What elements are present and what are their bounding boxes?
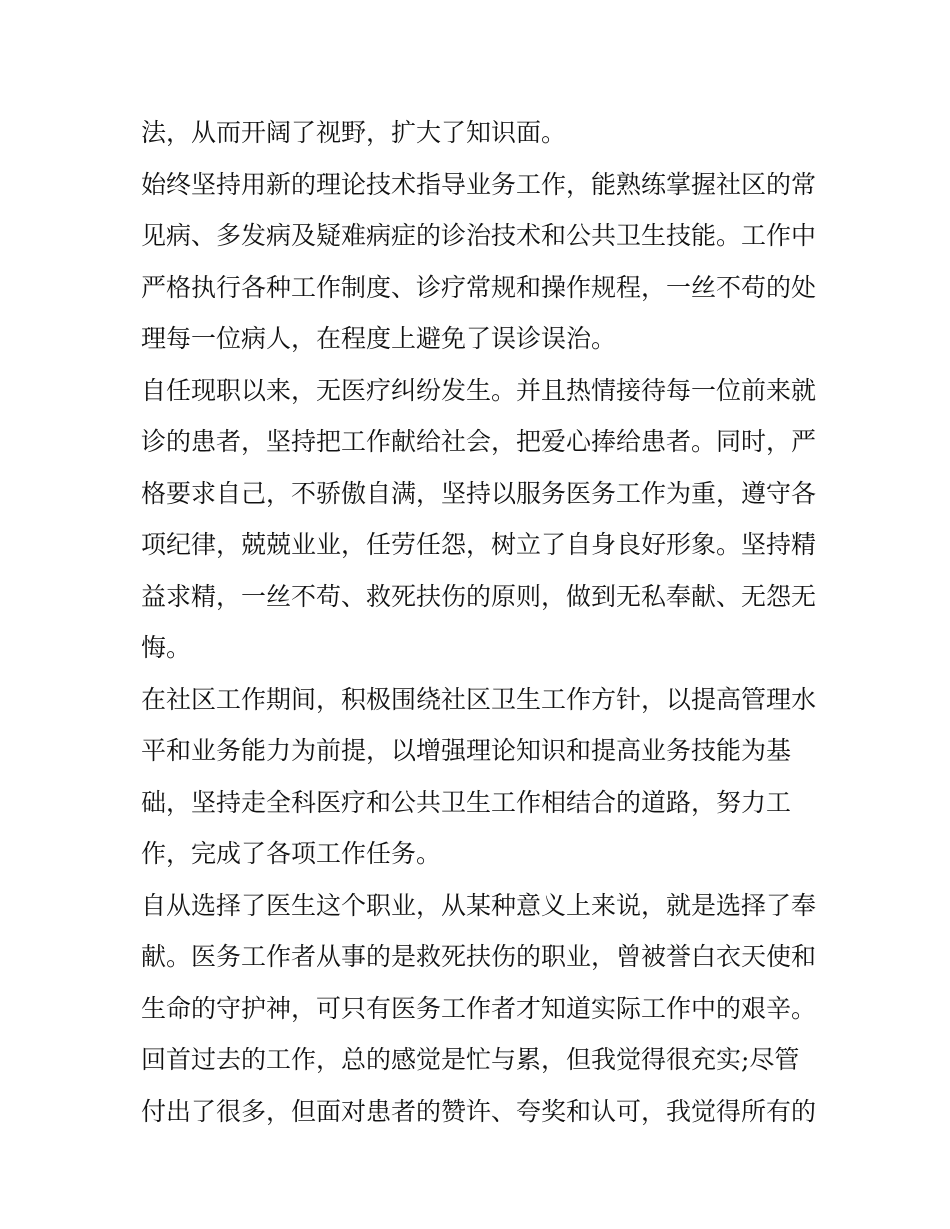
text-line: 诊的患者，坚持把工作献给社会，把爱心捧给患者。同时，严	[141, 427, 817, 456]
text-line: 格要求自己，不骄傲自满，坚持以服务医务工作为重，遵守各	[141, 478, 817, 508]
document-body	[141, 107, 821, 1137]
paragraph	[141, 365, 821, 674]
text-line: 付出了很多，但面对患者的赞许、夸奖和认可，我觉得所有的	[141, 1096, 817, 1126]
text-line: 法，从而开阔了视野，扩大了知识面。	[141, 118, 567, 147]
text-line: 项纪律，兢兢业业，任劳任怨，树立了自身良好形象。坚持精	[141, 530, 817, 559]
text-line: 理每一位病人，在程度上避免了误诊误治。	[141, 324, 617, 353]
text-line: 自任现职以来，无医疗纠纷发生。并且热情接待每一位前来就	[141, 375, 817, 405]
paragraph	[141, 159, 821, 365]
text-line: 作，完成了各项工作任务。	[141, 839, 442, 868]
text-line: 回首过去的工作，总的感觉是忙与累，但我觉得很充实;尽管	[141, 1045, 800, 1074]
text-line: 在社区工作期间，积极围绕社区卫生工作方针，以提高管理水	[141, 684, 817, 714]
paragraph	[141, 880, 821, 1138]
paragraph	[141, 107, 821, 159]
text-line: 严格执行各种工作制度、诊疗常规和操作规程，一丝不苟的处	[141, 272, 817, 302]
text-line: 献。医务工作者从事的是救死扶伤的职业，曾被誉白衣天使和	[141, 942, 817, 971]
text-line: 悔。	[141, 633, 192, 662]
text-line: 始终坚持用新的理论技术指导业务工作，能熟练掌握社区的常	[141, 169, 817, 199]
text-line: 生命的守护神，可只有医务工作者才知道实际工作中的艰辛。	[141, 993, 817, 1023]
text-line: 见病、多发病及疑难病症的诊治技术和公共卫生技能。工作中	[141, 221, 817, 250]
text-line: 平和业务能力为前提，以增强理论知识和提高业务技能为基	[141, 736, 792, 765]
text-line: 础，坚持走全科医疗和公共卫生工作相结合的道路，努力工	[141, 787, 792, 817]
text-line: 自从选择了医生这个职业，从某种意义上来说，就是选择了奉	[141, 890, 817, 920]
paragraph	[141, 674, 821, 880]
text-line: 益求精，一丝不苟、救死扶伤的原则，做到无私奉献、无怨无	[141, 581, 817, 611]
